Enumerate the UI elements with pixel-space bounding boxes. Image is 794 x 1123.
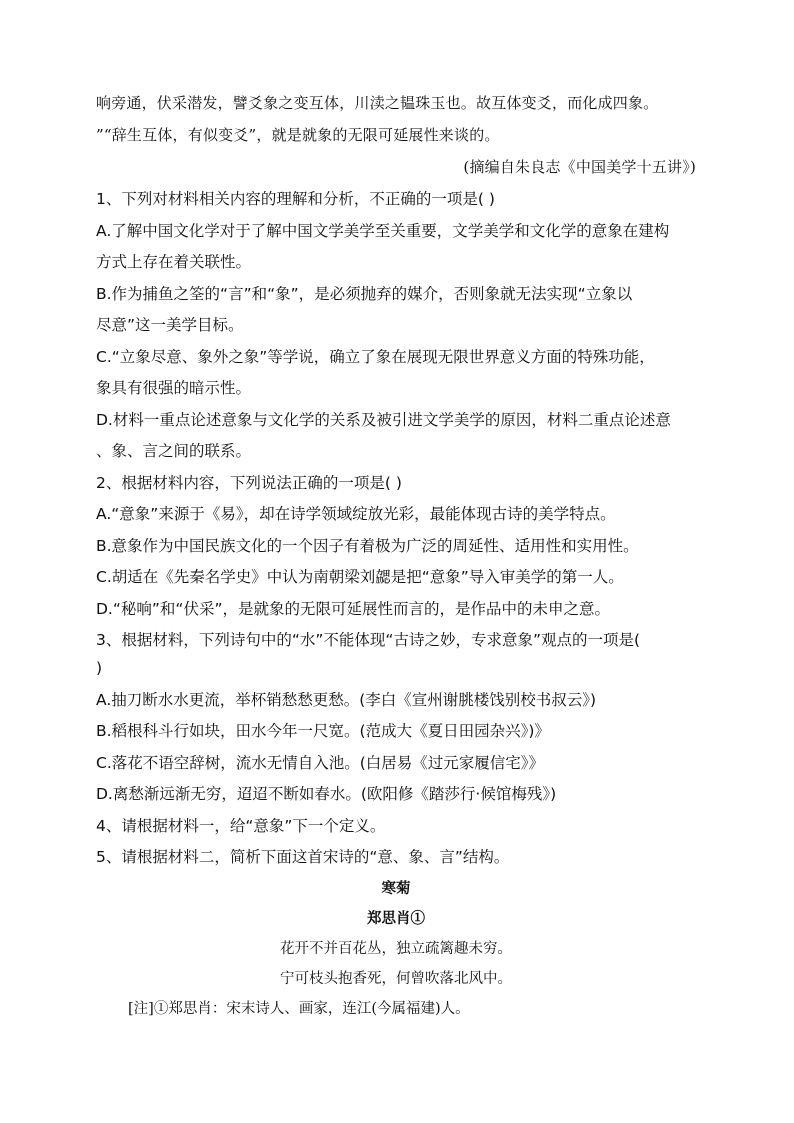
question-1-option-d-cont: 、象、言之间的联系。 bbox=[96, 442, 252, 460]
question-1-option-d: D.材料一重点论述意象与文化学的关系及被引进文学美学的原因，材料二重点论述意 bbox=[96, 411, 671, 429]
intro-line-1: 响旁通，伏采潜发，譬爻象之变互体，川渎之韫珠玉也。故互体变爻，而化成四象。 bbox=[96, 94, 659, 112]
question-1-option-c: C.“立象尽意、象外之象”等学说，确立了象在展现无限世界意义方面的特殊功能， bbox=[96, 348, 655, 366]
question-2-option-b: B.意象作为中国民族文化的一个因子有着极为广泛的周延性、适用性和实用性。 bbox=[96, 537, 639, 555]
question-2-option-c: C.胡适在《先秦名学史》中认为南朝梁刘勰是把“意象”导入审美学的第一人。 bbox=[96, 568, 624, 586]
poem-annotation: [注]①郑思肖：宋末诗人、画家，连江(今属福建)人。 bbox=[128, 1001, 470, 1017]
poem-line-1: 花开不并百花丛，独立疏篱趣未穷。 bbox=[280, 941, 512, 957]
question-3-option-c: C.落花不语空辞树，流水无情自入池。(白居易《过元家履信宅》》 bbox=[96, 754, 545, 772]
intro-line-2: ”“辞生互体，有似变爻”，就是就象的无限可延展性来谈的。 bbox=[96, 126, 500, 144]
question-1-option-b: B.作为捕鱼之筌的“言”和“象”，是必须抛弃的媒介，否则象就无法实现“立象以 bbox=[96, 285, 633, 303]
question-1-option-b-cont: 尽意”这一美学目标。 bbox=[96, 316, 244, 334]
question-3-option-a: A.抽刀断水水更流，举杯销愁愁更愁。(李白《宣州谢朓楼饯别校书叔云》) bbox=[96, 691, 597, 709]
question-3-option-b: B.稻根科斗行如块，田水今年一尺宽。(范成大《夏日田园杂兴》)》 bbox=[96, 722, 550, 740]
source-citation: (摘编自朱良志《中国美学十五讲》) bbox=[463, 158, 696, 176]
question-2-option-d: D.“秘响”和“伏采”，是就象的无限可延展性而言的，是作品中的未申之意。 bbox=[96, 600, 610, 618]
poem-title: 寒菊 bbox=[381, 880, 411, 897]
question-1-option-a-cont: 方式上存在着关联性。 bbox=[96, 253, 252, 271]
question-3-option-d: D.离愁渐远渐无穷，迢迢不断如春水。(欧阳修《踏莎行·候馆梅残》) bbox=[96, 785, 557, 803]
question-1-option-c-cont: 象具有很强的暗示性。 bbox=[96, 379, 252, 397]
poem-author: 郑思肖① bbox=[367, 910, 425, 927]
question-3-stem-cont: ) bbox=[96, 659, 103, 677]
question-2-option-a: A.“意象”来源于《易》，却在诗学领域绽放光彩，最能体现古诗的美学特点。 bbox=[96, 505, 616, 523]
question-1-stem: 1、下列对材料相关内容的理解和分析，不正确的一项是( ) bbox=[96, 190, 495, 208]
question-5-stem: 5、请根据材料二，简析下面这首宋诗的“意、象、言”结构。 bbox=[96, 848, 510, 866]
question-4-stem: 4、请根据材料一，给“意象”下一个定义。 bbox=[96, 817, 386, 835]
question-2-stem: 2、根据材料内容，下列说法正确的一项是( ) bbox=[96, 474, 402, 492]
question-1-option-a: A.了解中国文化学对于了解中国文学美学至关重要，文学美学和文化学的意象在建构 bbox=[96, 222, 670, 240]
question-3-stem: 3、根据材料，下列诗句中的“水”不能体现“古诗之妙，专求意象”观点的一项是( bbox=[96, 631, 641, 649]
poem-line-2: 宁可枝头抱香死，何曾吹落北风中。 bbox=[280, 971, 512, 987]
